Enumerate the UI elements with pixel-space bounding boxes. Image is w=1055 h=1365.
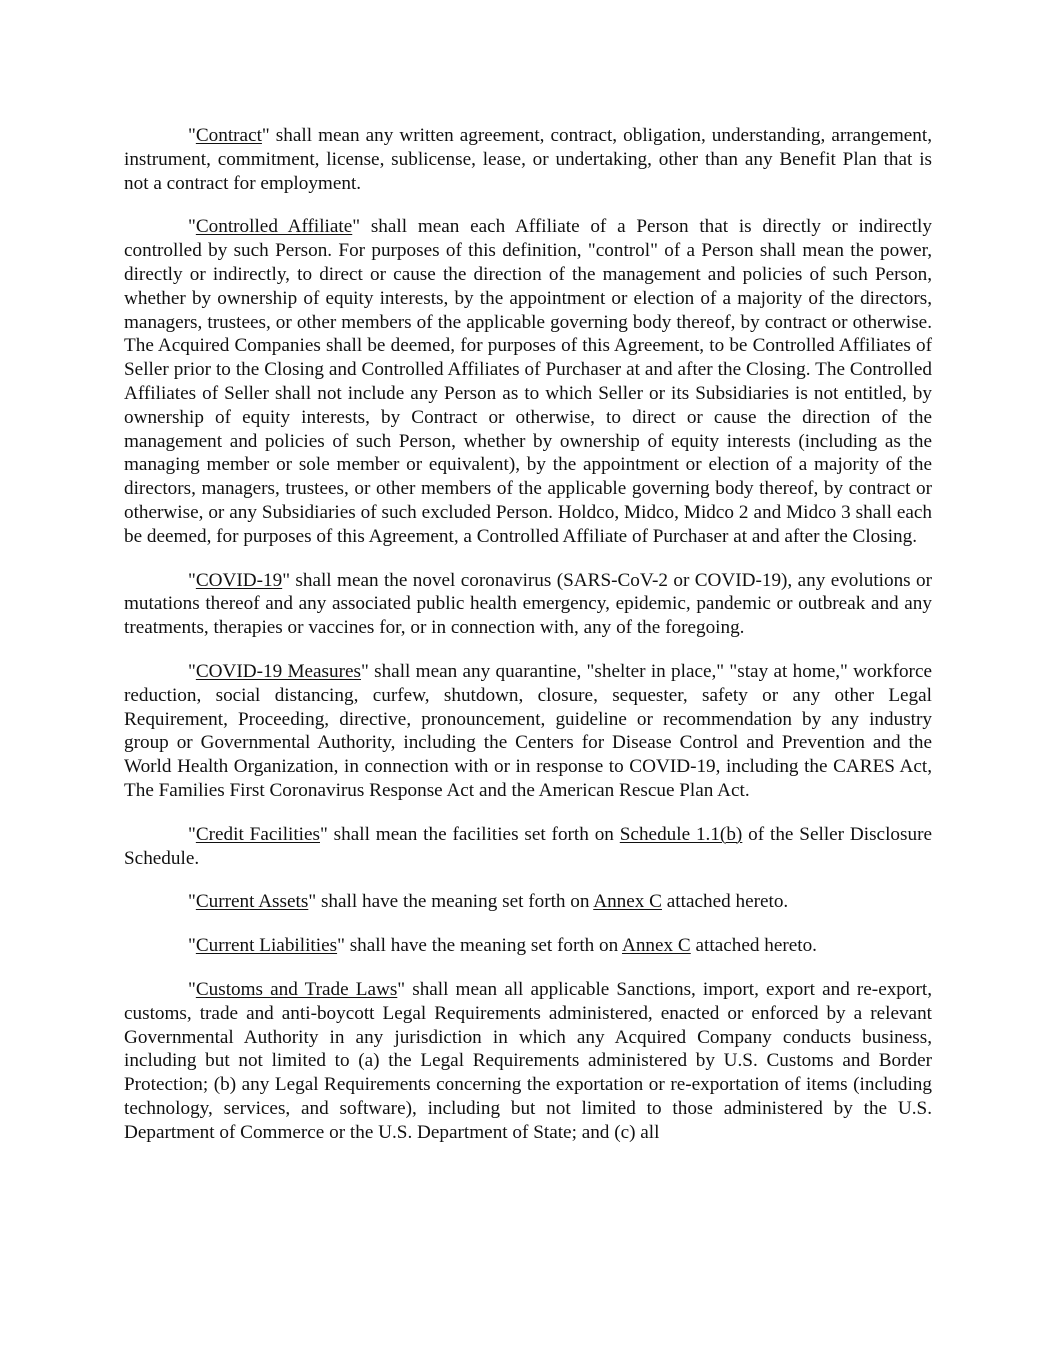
defined-term: Current Liabilities bbox=[195, 935, 338, 957]
text-segment: " bbox=[188, 978, 196, 1000]
document-page bbox=[124, 124, 932, 1164]
text-segment: " bbox=[188, 216, 196, 238]
definition-text: " shall have the meaning set forth on bbox=[337, 935, 622, 957]
schedule-reference: Schedule 1.1(b) bbox=[619, 823, 743, 845]
definition-covid-19 bbox=[124, 569, 932, 640]
definition-current-liabilities bbox=[124, 934, 932, 958]
annex-reference: Annex C bbox=[621, 935, 691, 957]
definition-text: " shall mean the novel coronavirus (SARS-CoV-2 or COVID-19), any evolutions or mutations thereof and any associated public health emergency, epidemic, pandemic or outbreak and any treatments, therapies or vaccines for, or in connection with, any of the foregoing. bbox=[124, 569, 932, 639]
text-segment: " bbox=[188, 891, 196, 913]
text-segment: " bbox=[188, 125, 196, 146]
definition-text: attached hereto. bbox=[690, 935, 817, 957]
definition-text: " shall mean the facilities set forth on bbox=[320, 823, 620, 845]
definition-text: " shall mean all applicable Sanctions, import, export and re-export, customs, trade and anti-boycott Legal Requirements administered, enacted or enforced by a relevant Governmental Authority in any jurisdiction in which any Acquired Company conducts business, including but not limited to (a) the Legal Requirements administered by U.S. Customs and Border Protection; (b) any Legal Requirements concerning the exportation or re-exportation of items (including technology, services, and software), including but not limited to those administered by the U.S. Department of Commerce or the U.S. Department of State; and (c) all bbox=[124, 978, 933, 1143]
annex-reference: Annex C bbox=[593, 891, 662, 913]
defined-term: COVID-19 Measures bbox=[195, 660, 361, 682]
text-segment: " bbox=[188, 660, 196, 682]
definition-text: " shall mean each Affiliate of a Person that is directly or indirectly controlled by such Person. For purposes of this definition, "control" of a Person shall mean the power, directly or indirectly, to direct or cause the direction of the management and policies of such Person, whether by ownership of equity interests, by the appointment or election of a majority of the directors, managers, trustees, or other members of the applicable governing body thereof, by contract or otherwise. The Acquired Companies shall be deemed, for purposes of this Agreement, to be Controlled Affiliates of Seller prior to the Closing and Controlled Affiliates of Purchaser at and after the Closing. The Controlled Affiliates of Seller shall not include any Person as to which Seller or its Subsidiaries is not entitled, by ownership of equity interests, by Contract or otherwise, to direct or cause the direction of the management and policies of such Person, whether by ownership of equity interests (including as the managing member or sole member or equivalent), by the appointment or election of a majority of the directors, managers, trustees, or other members of the applicable governing body thereof, by contract or otherwise, or any Subsidiaries of such excluded Person. Holdco, Midco, Midco 2 and Midco 3 shall each be deemed, for purposes of this Agreement, a Controlled Affiliate of Purchaser at and after the Closing. bbox=[124, 216, 932, 547]
definition-contract bbox=[124, 124, 932, 195]
defined-term: Customs and Trade Laws bbox=[195, 978, 398, 1000]
text-segment: " bbox=[188, 823, 196, 845]
defined-term: Current Assets bbox=[195, 891, 309, 913]
definition-text: " shall mean any quarantine, "shelter in place," "stay at home," workforce reduction, social distancing, curfew, shutdown, closure, sequester, safety or any other Legal Requirement, Proceeding, directive, pronouncement, guideline or recommendation by any industry group or Governmental Authority, including the Centers for Disease Control and Prevention and the World Health Organization, in connection with or in response to COVID-19, including the CARES Act, The Families First Coronavirus Response Act and the American Rescue Plan Act. bbox=[124, 660, 932, 801]
text-segment: " bbox=[188, 569, 196, 591]
definition-text: of the Seller Disclosure Schedule. bbox=[124, 823, 932, 869]
definition-customs-and-trade-laws bbox=[124, 978, 932, 1145]
defined-term: Contract bbox=[195, 125, 262, 146]
text-segment: " bbox=[188, 935, 196, 957]
defined-term: Controlled Affiliate bbox=[195, 216, 353, 238]
defined-term: Credit Facilities bbox=[195, 823, 320, 845]
definition-text: " shall have the meaning set forth on bbox=[308, 891, 594, 913]
definition-credit-facilities bbox=[124, 823, 932, 871]
definition-covid-19-measures bbox=[124, 660, 932, 803]
definition-current-assets bbox=[124, 890, 932, 914]
definition-text: attached hereto. bbox=[661, 891, 789, 913]
definition-text: " shall mean any written agreement, contract, obligation, understanding, arrangement, instrument, commitment, license, sublicense, lease, or undertaking, other than any Benefit Plan that is not a contract for employment. bbox=[124, 125, 932, 194]
definition-controlled-affiliate bbox=[124, 215, 932, 548]
defined-term: COVID-19 bbox=[195, 569, 283, 591]
